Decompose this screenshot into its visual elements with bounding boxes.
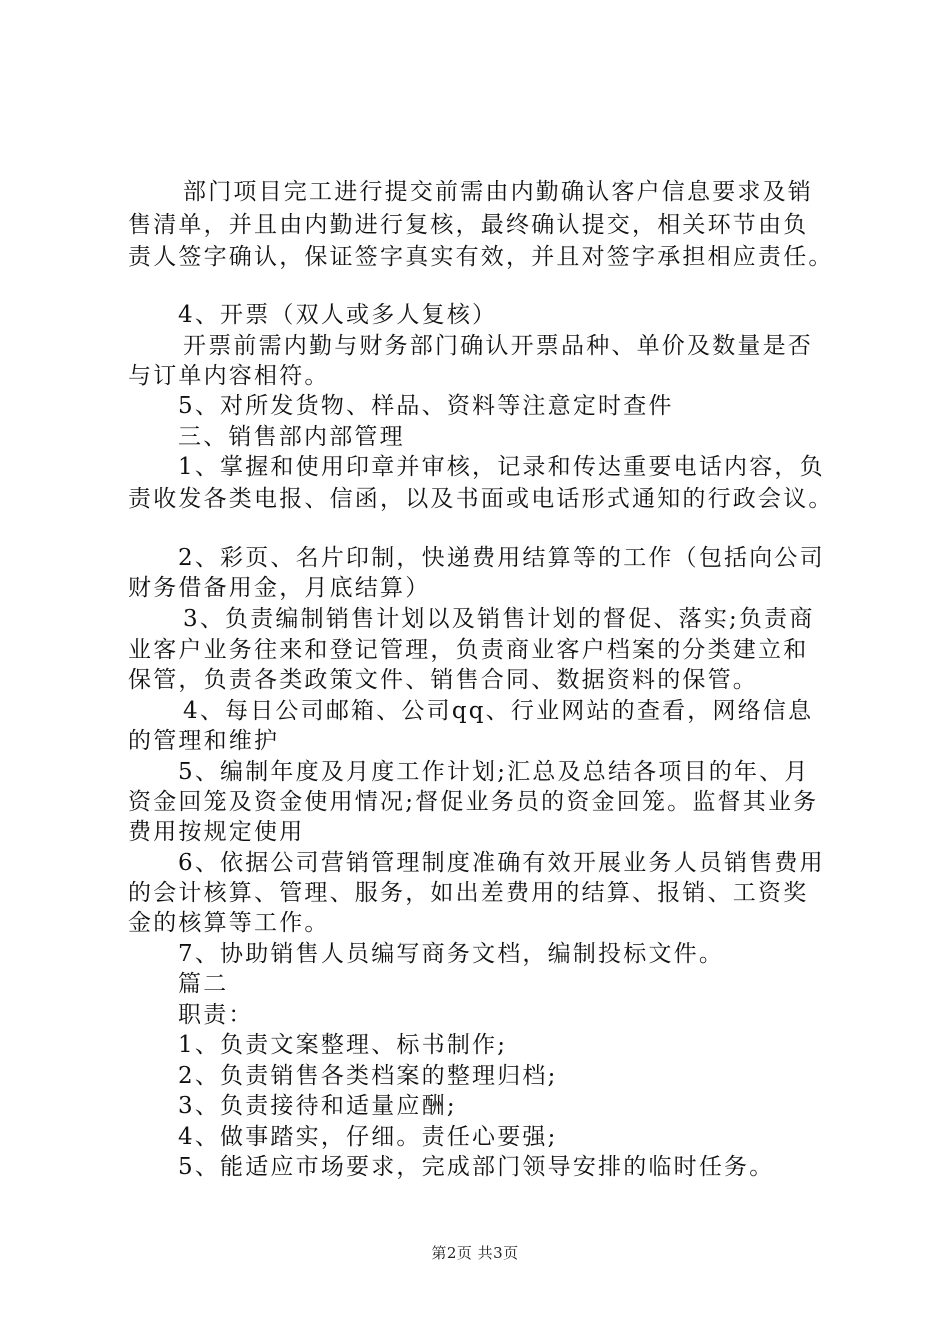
paragraph-line: 责收发各类电报、信函，以及书面或电话形式通知的行政会议。 — [128, 486, 834, 512]
paragraph-line: 开票前需内勤与财务部门确认开票品种、单价及数量是否 — [183, 333, 813, 359]
section-heading: 职责： — [178, 1002, 254, 1028]
section-heading: 篇二 — [178, 971, 229, 997]
list-item: 2、负责销售各类档案的整理归档; — [178, 1063, 558, 1089]
paragraph-line: 金的核算等工作。 — [128, 910, 330, 936]
paragraph-line: 与订单内容相符。 — [128, 363, 330, 389]
paragraph-line: 1、掌握和使用印章并审核，记录和传达重要电话内容，负 — [178, 454, 825, 480]
list-item: 5、能适应市场要求，完成部门领导安排的临时任务。 — [178, 1154, 775, 1180]
section-heading: 三、销售部内部管理 — [178, 424, 405, 450]
paragraph-line: 部门项目完工进行提交前需由内勤确认客户信息要求及销 — [183, 179, 813, 205]
paragraph-line: 责人签字确认，保证签字真实有效，并且对签字承担相应责任。 — [128, 244, 834, 270]
page-number-footer: 第2页 共3页 — [431, 1244, 519, 1262]
list-item: 1、负责文案整理、标书制作; — [178, 1032, 508, 1058]
paragraph-line: 财务借备用金，月底结算） — [128, 575, 431, 601]
paragraph-line: 的管理和维护 — [128, 728, 280, 754]
section-heading: 4、开票（双人或多人复核） — [178, 302, 498, 328]
paragraph-line: 保管，负责各类政策文件、销售合同、数据资料的保管。 — [128, 667, 758, 693]
paragraph-line: 7、协助销售人员编写商务文档，编制投标文件。 — [178, 941, 725, 967]
paragraph-line: 资金回笼及资金使用情况;督促业务员的资金回笼。监督其业务 — [128, 789, 819, 815]
paragraph-line: 5、编制年度及月度工作计划;汇总及总结各项目的年、月 — [178, 759, 810, 785]
paragraph-line: 3、负责编制销售计划以及销售计划的督促、落实;负责商 — [183, 606, 815, 632]
paragraph-line: 业客户业务往来和登记管理，负责商业客户档案的分类建立和 — [128, 637, 809, 663]
paragraph-line: 2、彩页、名片印制，快递费用结算等的工作（包括向公司 — [178, 545, 825, 571]
section-heading: 5、对所发货物、样品、资料等注意定时查件 — [178, 393, 674, 419]
paragraph-line: 的会计核算、管理、服务，如出差费用的结算、报销、工资奖 — [128, 880, 809, 906]
paragraph-line: 售清单，并且由内勤进行复核，最终确认提交，相关环节由负 — [128, 212, 809, 238]
list-item: 4、做事踏实，仔细。责任心要强; — [178, 1124, 558, 1150]
list-item: 3、负责接待和适量应酬; — [178, 1093, 457, 1119]
paragraph-line: 6、依据公司营销管理制度准确有效开展业务人员销售费用 — [178, 850, 825, 876]
paragraph-line: 4、每日公司邮箱、公司qq、行业网站的查看，网络信息 — [183, 698, 814, 724]
paragraph-line: 费用按规定使用 — [128, 819, 305, 845]
